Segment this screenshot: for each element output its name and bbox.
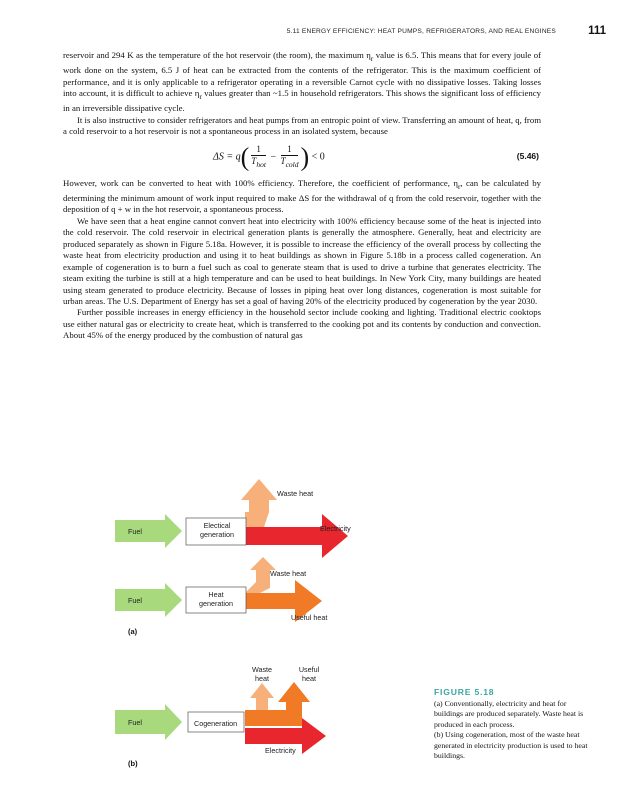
b-waste-label: Waste heat bbox=[251, 665, 273, 683]
b-useful-heat-arrow bbox=[245, 682, 310, 726]
a1-fuel-arrow bbox=[115, 514, 182, 548]
a1-fuel-label: Fuel bbox=[128, 527, 142, 536]
paragraph-4: We have seen that a heat engine cannot convert heat into electricity with 100% efficiency because some of the heat is injected into the cold reservoir. The cold reservoir in electrical generation plants is generally the atmosphere. Generally, heat and electricity are produced separately as shown in Figure 5.18a. However, it is possible to increase the efficiency of the overall process by collecting the waste heat from electricity production and using it to heat buildings as shown in Figure 5.18b in a process called cogeneration. An example of cogeneration is to burn a fuel such as coal to generate steam that is used to drive a turbine that generates electricity. The steam exiting the turbine is still at a high temperature and can be used to heat buildings. In New York City, many buildings are heated using steam generated to produce electricity. Because of losses in piping heat over long distances, cogeneration is most suitable for urban areas. The U.S. Department of Energy has set a goal of having 20% of the electricity produced by cogeneration by the year 2030. bbox=[63, 215, 541, 306]
b-waste-heat-arrow bbox=[245, 683, 274, 710]
body-text bbox=[63, 50, 541, 342]
panel-a-label: (a) bbox=[128, 627, 138, 636]
b-useful-label: Useful heat bbox=[298, 665, 320, 683]
paragraph-5: Further possible increases in energy efficiency in the household sector include cooking and lighting. Traditional electric cooktops use either natural gas or electricity to create heat, which is transferred to the cooking pot and its contents by conduction and convection. About 45% of the energy produced by the combustion of natural gas bbox=[63, 307, 541, 341]
a2-useful-label: Useful heat bbox=[291, 613, 328, 622]
a2-fuel-arrow bbox=[115, 583, 182, 617]
b-fuel-arrow bbox=[115, 704, 182, 740]
caption-a: (a) Conventionally, electricity and heat for buildings are produced separately. Waste heat is produced in each process. bbox=[434, 699, 584, 729]
a1-electricity-label: Electricity bbox=[320, 524, 351, 533]
paragraph-1: reservoir and 294 K as the temperature of the hot reservoir (the room), the maximum $\eta_r$ value is 6.5. This means that for every joule of work done on the system, 6.5 J of heat can be extracted from the contents of the refrigerator. This is the maximum coefficient of performance, and it is only applicable to a refrigerator operating in a reversible Carnot cycle with no dissipative losses. Taking losses into account, it is difficult to achieve $\eta_r$ values greater than ~1.5 in household refrigerators. This shows the significant loss of efficiency in an irreversible dissipative cycle. bbox=[63, 50, 542, 114]
a1-box-label: Electical generation bbox=[200, 521, 234, 539]
page-number: 111 bbox=[588, 25, 606, 37]
figure-5-18 bbox=[0, 470, 626, 800]
a2-waste-label: Waste heat bbox=[270, 569, 307, 578]
paragraph-2: It is also instructive to consider refrigerators and heat pumps from an entropic point of view. Transferring an amount of heat, q, from a cold reservoir to a hot reservoir is not a spontaneous process in an isolated system, because bbox=[63, 114, 541, 137]
equation-5-46: ΔS = q( $\frac{1}{T_{hot}}$ − $\frac{1}{T_{cold}}$ ) < 0 (5.46) bbox=[213, 142, 539, 172]
a1-waste-label: Waste heat bbox=[277, 489, 314, 498]
a2-box-label: Heat generation bbox=[199, 590, 233, 608]
figure-caption bbox=[434, 699, 594, 761]
a1-waste-heat-arrow bbox=[241, 479, 277, 527]
section-title: 5.11 ENERGY EFFICIENCY: HEAT PUMPS, REFRIGERATORS, AND REAL ENGINES bbox=[286, 28, 556, 35]
b-electricity-label: Electricity bbox=[265, 746, 296, 755]
equation-number: (5.46) bbox=[516, 150, 539, 161]
running-header bbox=[0, 26, 626, 42]
a2-fuel-label: Fuel bbox=[128, 596, 142, 605]
b-box-label: Cogeneration bbox=[194, 719, 238, 728]
b-fuel-label: Fuel bbox=[128, 718, 142, 727]
caption-b: (b) Using cogeneration, most of the waste heat generated in electricity production is used to heat buildings. bbox=[434, 730, 588, 761]
figure-heading: FIGURE 5.18 bbox=[434, 687, 495, 697]
panel-b-label: (b) bbox=[128, 759, 138, 768]
paragraph-3: However, work can be converted to heat with 100% efficiency. Therefore, the coefficient of performance, $\eta_r$, can be calculated by determining the minimum amount of work input required to make ΔS for the withdrawal of q from the cold reservoir, together with the deposition of q + w in the hot reservoir, a spontaneous process. bbox=[63, 177, 541, 215]
